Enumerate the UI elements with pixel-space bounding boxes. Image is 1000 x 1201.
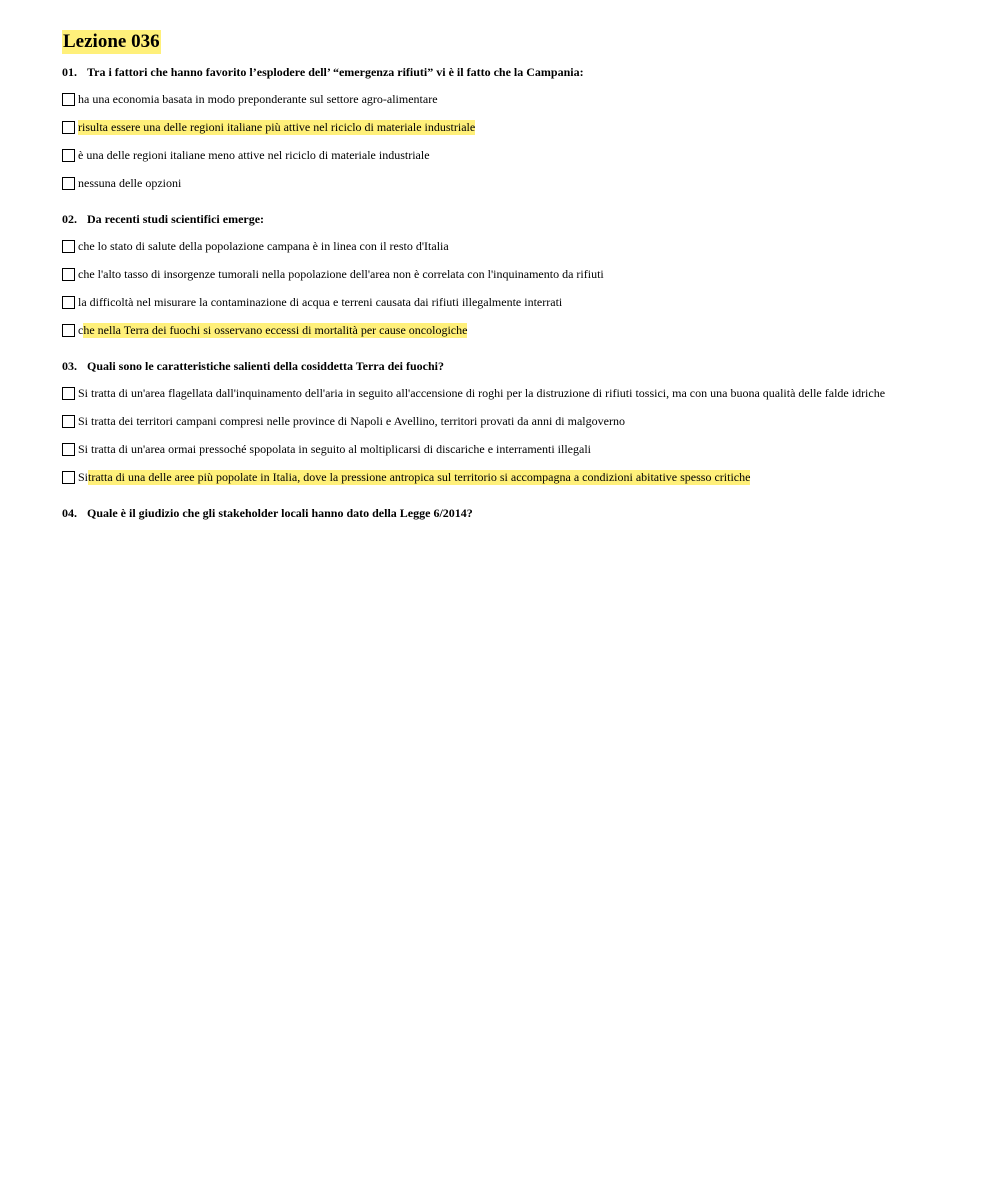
checkbox[interactable] [62,296,75,309]
checkbox[interactable] [62,415,75,428]
page-title: Lezione 036 [63,31,160,52]
checkbox[interactable] [62,240,75,253]
answer-option[interactable]: nessuna delle opzioni [62,174,982,192]
question-number: 03. [62,359,77,373]
question-number: 01. [62,65,77,79]
answer-option[interactable]: c he nella Terra dei fuochi si osservano eccessi di mortalità per cause oncologiche [62,321,982,339]
answer-option[interactable]: la difficoltà nel misurare la contaminazione di acqua e terreni causata dai rifiuti illegalmente interrati [62,293,982,311]
answer-option[interactable]: Si tratta dei territori campani compresi nelle province di Napoli e Avellino, territori provati da anni di malgoverno [62,412,982,430]
document-page [62,30,982,531]
checkbox[interactable] [62,471,75,484]
checkbox[interactable] [62,387,75,400]
checkbox[interactable] [62,177,75,190]
checkbox[interactable] [62,93,75,106]
answer-option[interactable]: Si tratta di un'area ormai pressoché spopolata in seguito al moltiplicarsi di discariche e interramenti illegali [62,440,982,458]
question-text: 03. Quali sono le caratteristiche salienti della cosiddetta Terra dei fuochi? [62,359,444,373]
answer-option[interactable]: risulta essere una delle regioni italiane più attive nel riciclo di materiale industriale [62,118,982,136]
answer-option[interactable]: è una delle regioni italiane meno attive nel riciclo di materiale industriale [62,146,982,164]
checkbox[interactable] [62,268,75,281]
question-text: 02. Da recenti studi scientifici emerge: [62,212,265,226]
checkbox[interactable] [62,149,75,162]
answer-option[interactable]: ha una economia basata in modo preponderante sul settore agro-alimentare [62,90,982,108]
checkbox[interactable] [62,443,75,456]
answer-option[interactable]: Si tratta di un'area flagellata dall'inquinamento dell'aria in seguito all'accensione di roghi per la distruzione di rifiuti tossici, ma con una buona qualità delle falde idriche [62,384,982,402]
checkbox[interactable] [62,324,75,337]
question-04 [62,505,982,521]
question-number: 04. [62,506,77,520]
answer-option[interactable]: Si tratta di una delle aree più popolate in Italia, dove la pressione antropica sul territorio si accompagna a condizioni abitative spesso critiche [62,468,982,486]
question-text: 04. Quale è il giudizio che gli stakeholder locali hanno dato della Legge 6/2014? [62,506,473,520]
question-01 [62,64,982,192]
question-number: 02. [62,212,77,226]
question-02 [62,211,982,339]
question-03 [62,358,982,486]
answer-option[interactable]: che l'alto tasso di insorgenze tumorali nella popolazione dell'area non è correlata con l'inquinamento da rifiuti [62,265,982,283]
question-text: 01. Tra i fattori che hanno favorito l’esplodere dell’ “emergenza rifiuti” vi è il fatto che la Campania: [62,65,584,79]
checkbox[interactable] [62,121,75,134]
answer-option[interactable]: che lo stato di salute della popolazione campana è in linea con il resto d'Italia [62,237,982,255]
